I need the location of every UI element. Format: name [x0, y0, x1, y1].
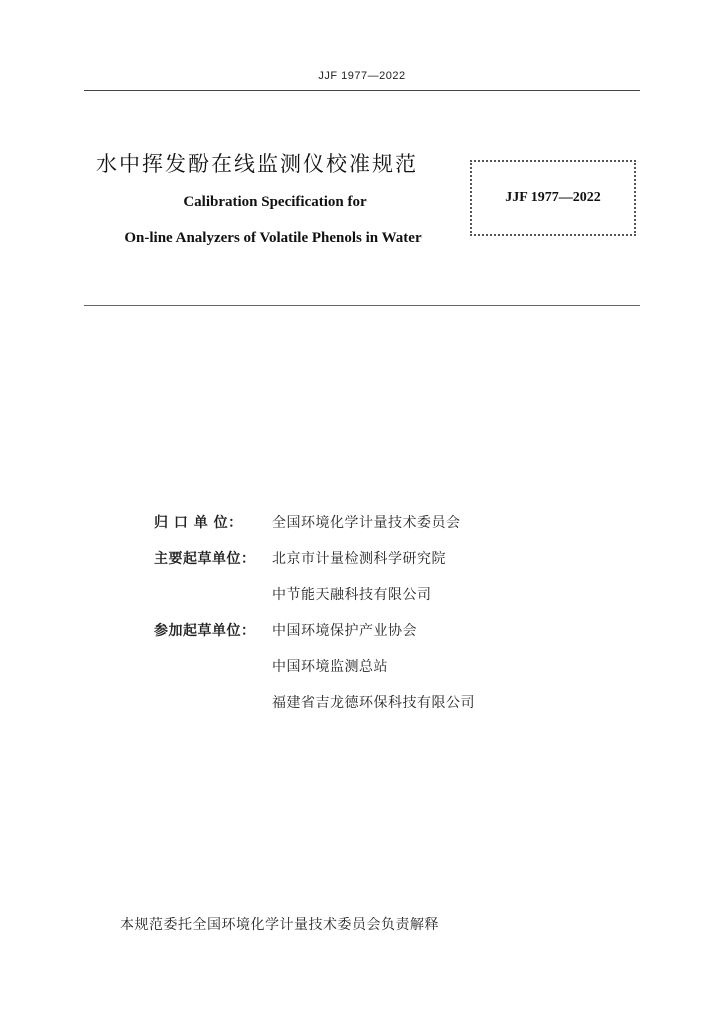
title-chinese: 水中挥发酚在线监测仪校准规范	[96, 152, 418, 176]
top-rule	[84, 90, 640, 91]
specification-code-box	[470, 160, 636, 236]
drafting-units	[154, 512, 634, 728]
unit-value: 福建省吉龙德环保科技有限公司	[272, 695, 475, 711]
unit-value: 中国环境监测总站	[272, 659, 388, 675]
header-code: JJF 1977—2022	[318, 70, 406, 82]
title-english-line-1: Calibration Specification for	[183, 194, 367, 210]
unit-row-main-drafter	[154, 548, 634, 584]
unit-value: 中节能天融科技有限公司	[272, 587, 432, 603]
specification-code: JJF 1977—2022	[505, 190, 601, 205]
unit-value: 北京市计量检测科学研究院	[272, 551, 446, 567]
unit-label: 归 口 单 位：	[154, 515, 243, 531]
middle-rule	[84, 305, 640, 306]
unit-value: 中国环境保护产业协会	[272, 623, 417, 639]
interpretation-note: 本规范委托全国环境化学计量技术委员会负责解释	[120, 917, 439, 933]
unit-row-participant	[154, 620, 634, 656]
unit-row-main-drafter-2	[154, 584, 634, 620]
title-english-line-2: On-line Analyzers of Volatile Phenols in Water	[124, 230, 422, 246]
unit-row-participant-2	[154, 656, 634, 692]
unit-label: 主要起草单位：	[154, 551, 256, 567]
unit-row-responsible	[154, 512, 634, 548]
unit-value: 全国环境化学计量技术委员会	[272, 515, 461, 531]
unit-label: 参加起草单位：	[154, 623, 256, 639]
unit-row-participant-3	[154, 692, 634, 728]
